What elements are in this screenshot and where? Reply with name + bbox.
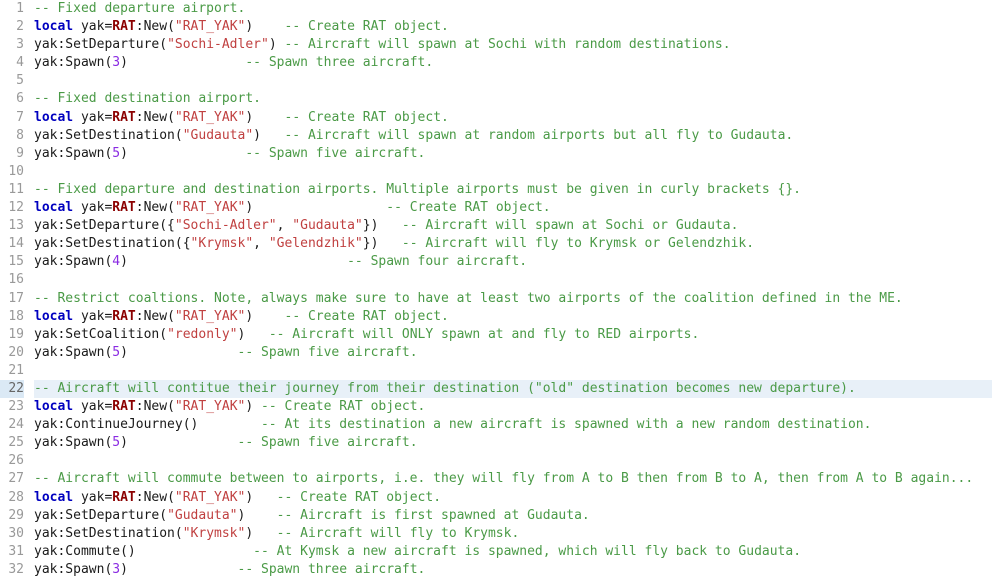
line-number: 31 [8,543,24,559]
line-number: 23 [8,399,24,415]
token-plain: ) [120,55,246,71]
code-line[interactable] [34,290,992,308]
token-plain: yak:ContinueJourney() [34,417,261,433]
code-line[interactable] [34,525,992,543]
token-comment: -- Aircraft will spawn at Sochi or Gudauta. [401,218,739,234]
token-string: "RAT_YAK" [174,200,246,216]
token-string: "Sochi-Adler" [167,37,269,53]
token-plain: , [276,218,293,234]
token-string: "Krymsk" [190,236,254,252]
token-plain: , [253,236,269,252]
token-comment: -- Spawn four aircraft. [347,254,528,270]
token-plain: ) [245,19,285,35]
token-comment: -- Aircraft will ONLY spawn at and fly to RED airports. [268,326,700,342]
token-plain: :New( [135,19,175,35]
code-line[interactable] [34,72,992,90]
token-plain: ) [120,344,238,360]
token-number: 5 [112,435,121,451]
line-number: 17 [8,290,24,306]
token-keyword: local [34,19,74,35]
code-line[interactable] [34,380,992,398]
token-number: 5 [112,145,121,161]
line-number: 24 [8,417,24,433]
token-string: "Gudauta" [292,218,363,234]
token-plain: yak= [73,399,113,415]
code-line[interactable] [34,0,992,18]
code-line[interactable] [34,217,992,235]
token-plain: :New( [135,489,175,505]
line-number: 22 [0,380,24,398]
token-comment: -- Create RAT object. [284,308,449,324]
token-plain: ) [245,200,387,216]
line-number: 15 [8,254,24,270]
code-line[interactable] [34,308,992,326]
token-number: 5 [112,344,121,360]
code-line[interactable] [34,54,992,72]
code-line[interactable] [34,36,992,54]
token-plain: yak:SetDestination( [34,127,183,143]
token-plain: ) [245,308,285,324]
token-plain: yak:Spawn( [34,254,113,270]
token-plain: yak= [73,109,113,125]
token-class: RAT [112,489,136,505]
token-number: 4 [112,254,121,270]
token-keyword: local [34,109,74,125]
token-number: 3 [112,55,121,71]
token-comment: -- Restrict coaltions. Note, always make sure to have at least two airports of the coalition defined in the ME. [34,290,903,306]
line-number: 18 [8,308,24,324]
code-line[interactable] [34,253,992,271]
token-comment: -- Spawn five aircraft. [245,145,426,161]
token-comment: -- At its destination a new aircraft is spawned with a new random destination. [260,417,872,433]
code-line[interactable] [34,235,992,253]
token-plain: yak= [73,489,113,505]
line-number: 1 [16,1,24,16]
line-number: 5 [16,73,24,89]
token-string: "Gudauta" [167,507,238,523]
code-content-area[interactable] [30,0,992,580]
token-string: "RAT_YAK" [174,399,246,415]
code-line[interactable] [34,127,992,145]
token-comment: -- Spawn five aircraft. [237,435,418,451]
token-comment: -- Create RAT object. [386,200,551,216]
token-plain: yak= [73,19,113,35]
line-number: 6 [16,91,24,107]
token-string: "Sochi-Adler" [174,218,277,234]
code-line[interactable] [34,470,992,488]
token-plain: ) [120,561,238,577]
line-number: 11 [8,181,24,197]
line-number: 12 [8,200,24,216]
code-line[interactable] [34,344,992,362]
code-line[interactable] [34,398,992,416]
line-number: 21 [8,362,24,378]
token-string: "RAT_YAK" [174,308,246,324]
token-plain: yak:Spawn( [34,55,113,71]
token-comment: -- Create RAT object. [284,19,449,35]
line-number: 32 [8,561,24,577]
line-number: 29 [8,507,24,523]
token-keyword: local [34,489,74,505]
token-comment: -- Aircraft will spawn at Sochi with random destinations. [284,37,731,53]
line-number: 2 [16,19,24,35]
token-comment: -- At Kymsk a new aircraft is spawned, which will fly back to Gudauta. [253,543,802,559]
line-number: 16 [8,272,24,288]
line-number: 4 [16,55,24,71]
token-plain: :New( [135,399,175,415]
token-comment: -- Aircraft will spawn at random airports but all fly to Gudauta. [284,127,794,143]
line-number: 8 [16,127,24,143]
token-plain: }) [362,236,402,252]
token-plain: ) [237,326,269,342]
token-plain: yak:SetDestination({ [34,236,191,252]
token-comment: -- Create RAT object. [276,489,442,505]
code-line[interactable] [34,561,992,579]
token-class: RAT [112,109,136,125]
token-comment: -- Create RAT object. [261,399,426,415]
token-string: "RAT_YAK" [174,19,246,35]
line-number-gutter [0,0,30,580]
token-plain: ) [120,254,348,270]
code-line[interactable] [34,326,992,344]
line-number: 19 [8,326,24,342]
token-plain: yak:Spawn( [34,435,113,451]
token-plain: yak:SetDeparture( [34,507,168,523]
token-plain: ) [253,127,285,143]
line-number: 20 [8,344,24,360]
line-number: 3 [16,37,24,53]
token-comment: -- Aircraft will contitue their journey from their destination ("old" destination becomes new departure). [34,380,856,396]
line-number: 10 [8,163,24,179]
token-plain: :New( [135,200,175,216]
code-line[interactable] [34,434,992,452]
token-string: "RAT_YAK" [174,489,246,505]
code-line[interactable] [34,199,992,217]
token-class: RAT [112,399,136,415]
code-line[interactable] [34,452,992,470]
token-plain: }) [362,218,402,234]
token-plain: yak:SetDeparture({ [34,218,175,234]
token-comment: -- Create RAT object. [284,109,449,125]
code-line[interactable] [34,163,992,181]
token-plain: ) [245,489,277,505]
token-comment: -- Aircraft will commute between to airports, i.e. they will fly from A to B then from B to A, then from A to B again... [34,471,974,487]
token-keyword: local [34,200,74,216]
token-number: 3 [112,561,121,577]
line-number: 26 [8,453,24,469]
token-keyword: local [34,308,74,324]
token-plain: yak:SetDestination( [34,525,183,541]
token-plain: yak:SetDeparture( [34,37,168,53]
token-comment: -- Fixed departure and destination airports. Multiple airports must be given in curly brackets {}. [34,181,802,197]
line-number: 7 [16,109,24,125]
token-plain: yak:Spawn( [34,145,113,161]
code-line[interactable] [34,145,992,163]
line-number: 25 [8,435,24,451]
line-number: 28 [8,489,24,505]
token-plain: ) [245,399,262,415]
token-comment: -- Spawn three aircraft. [237,561,426,577]
line-number: 14 [8,236,24,252]
token-comment: -- Aircraft will fly to Krymsk. [276,525,520,541]
line-number: 9 [16,145,24,161]
token-plain: :New( [135,109,175,125]
token-plain: ) [237,507,277,523]
token-comment: -- Aircraft is first spawned at Gudauta. [276,507,590,523]
token-plain: yak= [73,308,113,324]
code-line[interactable] [34,416,992,434]
token-string: "Gelendzhik" [268,236,363,252]
token-class: RAT [112,308,136,324]
token-plain: ) [245,109,285,125]
token-plain: yak:Commute() [34,543,254,559]
token-plain: ) [268,37,285,53]
code-line[interactable] [34,271,992,289]
code-line[interactable] [34,90,992,108]
code-line[interactable] [34,109,992,127]
line-number: 13 [8,218,24,234]
code-line[interactable] [34,362,992,380]
token-plain: yak:SetCoalition( [34,326,168,342]
token-plain: :New( [135,308,175,324]
token-plain: yak= [73,200,113,216]
code-line[interactable] [34,18,992,36]
token-comment: -- Fixed departure airport. [34,1,246,16]
code-line[interactable] [34,489,992,507]
token-class: RAT [112,200,136,216]
token-string: "Krymsk" [182,525,246,541]
token-comment: -- Spawn five aircraft. [237,344,418,360]
token-string: "RAT_YAK" [174,109,246,125]
token-plain: yak:Spawn( [34,561,113,577]
code-line[interactable] [34,507,992,525]
token-comment: -- Fixed destination airport. [34,91,261,107]
code-line[interactable] [34,181,992,199]
token-comment: -- Aircraft will fly to Krymsk or Gelendzhik. [401,236,755,252]
token-plain: ) [120,435,238,451]
token-plain: ) [120,145,246,161]
token-class: RAT [112,19,136,35]
token-string: "redonly" [167,326,238,342]
line-number: 27 [8,471,24,487]
code-line[interactable] [34,543,992,561]
token-keyword: local [34,399,74,415]
token-plain: ) [245,525,277,541]
line-number: 30 [8,525,24,541]
token-plain: yak:Spawn( [34,344,113,360]
token-string: "Gudauta" [182,127,254,143]
token-comment: -- Spawn three aircraft. [245,55,434,71]
